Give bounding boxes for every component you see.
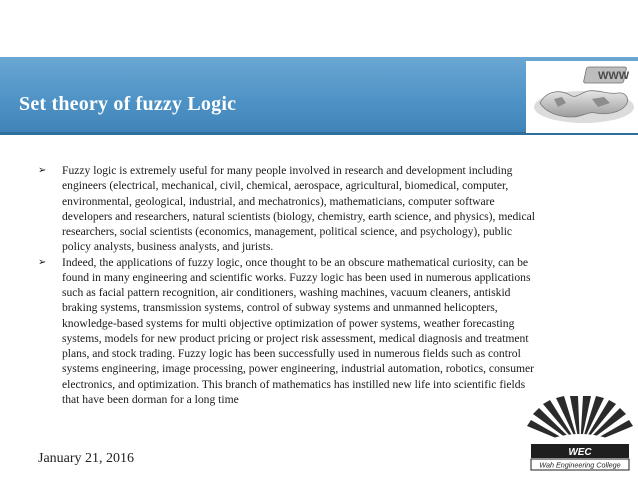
slide-title: Set theory of fuzzy Logic bbox=[19, 93, 237, 115]
slide-body bbox=[38, 163, 538, 407]
bullet-item-2 bbox=[38, 255, 538, 408]
bullet-text-1: Fuzzy logic is extremely useful for many people involved in research and development including engineers (electrical, mechanical, civil, chemical, aerospace, agricultural, biomedical, computer, environmental, geological, industrial, and mechatronics), mathematicians, computer software developers and researchers, natural scientists (biology, chemistry, earth science, and physics), medical researchers, social scientists (economics, management, political science, and psychology), public policy analysts, business analysts, and jurists. bbox=[62, 164, 536, 254]
wec-name: Wah Engineering College bbox=[539, 460, 621, 470]
www-globe-logo bbox=[526, 61, 638, 133]
sunburst-icon bbox=[523, 396, 637, 476]
arrow-bullet-icon: ➢ bbox=[38, 256, 47, 268]
wec-college-logo bbox=[523, 396, 637, 476]
wec-abbr: WEC bbox=[568, 447, 592, 458]
slide-date: January 21, 2016 bbox=[38, 451, 135, 466]
arrow-bullet-icon: ➢ bbox=[38, 165, 47, 176]
bullet-item-1 bbox=[38, 163, 538, 255]
globe-map-icon bbox=[526, 61, 638, 133]
www-text: WWW bbox=[598, 70, 630, 82]
bullet-text-2: Indeed, the applications of fuzzy logic, once thought to be an obscure mathematical curiosity, can be found in many engineering and scientific works. Fuzzy logic has been used in numerous applications such as facial pattern recognition, air conditioners, washing machines, vacuum cleaners, antiskid braking systems, transmission systems, control of subway systems and unmanned helicopters, knowledge-based systems for multi objective optimization of power systems, weather forecasting systems, models for new product pricing or project risk assessment, medical diagnosis and treatment plans, and stock trading. Fuzzy logic has been successfully used in numerous fields such as control systems engineering, image processing, power engineering, industrial automation, robotics, consumer electronics, and optimization. This branch of mathematics has instilled new life into scientific fields that have been dorman for a long time bbox=[62, 255, 535, 406]
